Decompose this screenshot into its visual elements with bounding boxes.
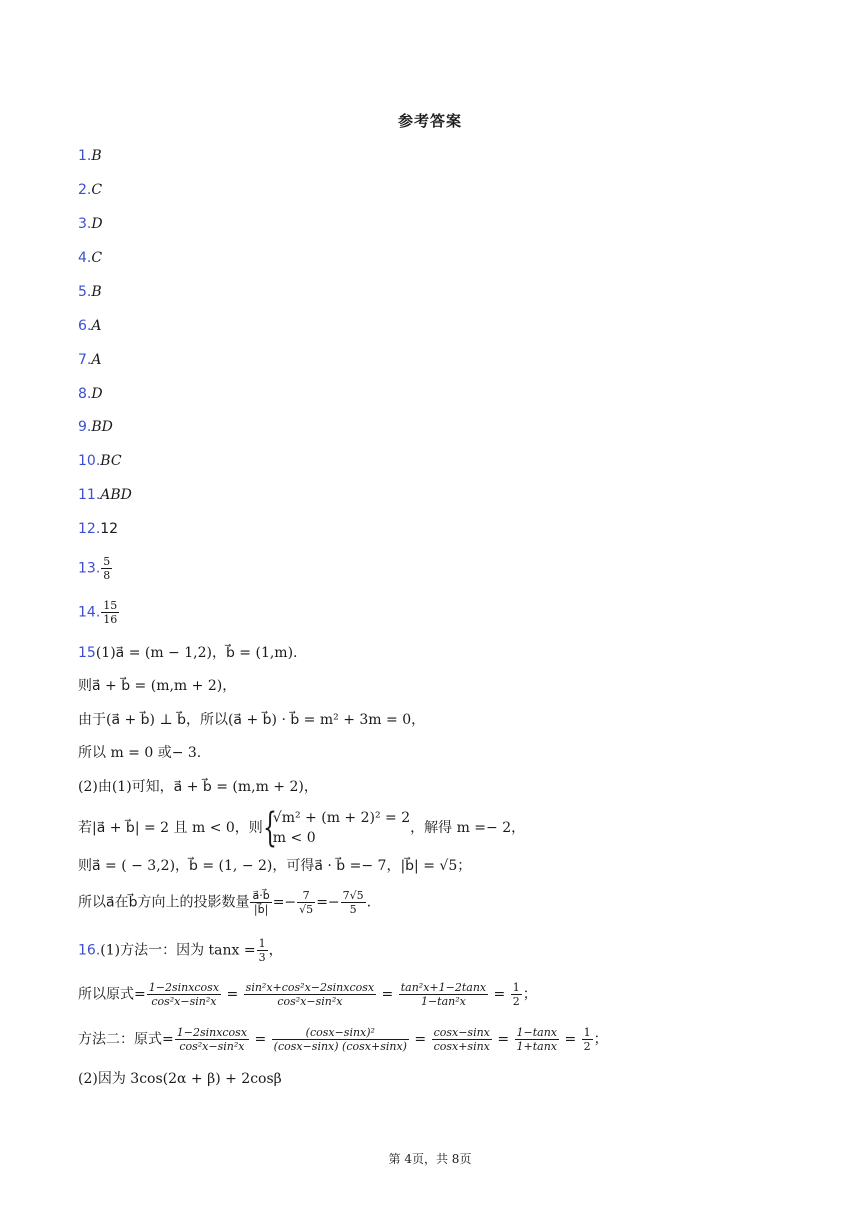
- solution-text: .: [366, 894, 372, 911]
- answer-value: ABD: [100, 487, 132, 503]
- answer-row-1: [78, 145, 102, 167]
- fraction: [515, 1026, 559, 1053]
- answer-row-5: [78, 281, 102, 303]
- solution-16-line-2: 所以原式= $\frac{\text{1−2sinxcosx}}{\text{cos²x−sin²x}}$ = $\frac{\text{sin²x+cos²x−2sinxcosx}}{\text{cos²x−sin²x}}$ = $\frac{\text{tan²x+1−2tanx}}{\text{1−tan²x}}$ = $\frac{1}{2}$ ；: [78, 981, 537, 1008]
- fraction: [101, 599, 119, 626]
- answer-number: 8.: [78, 386, 92, 402]
- numerator: a⃗·b⃗: [252, 889, 270, 902]
- fraction: [582, 1026, 593, 1053]
- answer-number: 7.: [78, 352, 92, 368]
- page-title: 参考答案: [397, 112, 462, 130]
- fraction: [257, 937, 268, 964]
- answer-value: A: [91, 318, 102, 334]
- solution-15-line-8: [78, 889, 371, 916]
- denominator: cos²x−sin²x: [179, 1040, 245, 1053]
- numerator: 1: [512, 981, 520, 994]
- operator: =−: [316, 894, 340, 911]
- solution-text: 若|a⃗ + b⃗| = 2 且 m < 0，则: [78, 820, 263, 836]
- system-line-1: √m² + (m + 2)² = 2: [272, 810, 411, 826]
- denominator: √5: [299, 903, 314, 916]
- solution-15-line-7: [78, 855, 471, 877]
- solution-16-line-4: [78, 1068, 282, 1090]
- answer-row-12: [78, 518, 118, 540]
- numerator: 1: [583, 1026, 591, 1039]
- denominator: |b⃗|: [253, 903, 269, 916]
- answer-number: 1.: [78, 148, 92, 164]
- answer-value: A: [91, 352, 102, 368]
- solution-text: (2)因为 3cos(2α + β) + 2cosβ: [78, 1071, 282, 1087]
- denominator: 3: [258, 951, 266, 964]
- fraction: [250, 889, 271, 916]
- numerator: sin²x+cos²x−2sinxcosx: [245, 981, 375, 994]
- solution-text: 由于(a⃗ + b⃗) ⊥ b⃗，所以(a⃗ + b⃗) · b⃗ = m² + 3m = 0，: [78, 712, 426, 728]
- answer-row-3: [78, 213, 103, 235]
- answer-row-7: [78, 349, 101, 371]
- solution-16-line-1: [78, 937, 283, 964]
- answer-number: 12.: [78, 521, 101, 537]
- numerator: 7: [297, 889, 315, 903]
- solution-15-line-5: [78, 776, 318, 798]
- answer-value: B: [91, 148, 102, 164]
- answer-row-6: [78, 315, 101, 337]
- numerator: 1: [258, 937, 266, 950]
- fraction: [341, 889, 366, 916]
- numerator: 7√5: [342, 889, 364, 902]
- answer-value: C: [91, 182, 103, 198]
- answer-number: 10.: [78, 453, 101, 469]
- answer-value: 12: [100, 521, 119, 537]
- denominator: cosx+sinx: [433, 1040, 490, 1053]
- solution-text: (1)方法一：因为 tanx =: [100, 942, 256, 959]
- answer-number: 9.: [78, 419, 92, 435]
- answer-row-8: [78, 383, 103, 405]
- solution-text: (1)a⃗ = (m − 1,2)，b⃗ = (1,m).: [95, 645, 298, 661]
- denominator: 1−tan²x: [420, 995, 466, 1008]
- solution-text: 所以 m = 0 或− 3.: [78, 745, 202, 761]
- question-number: 16.: [78, 942, 101, 959]
- fraction: [175, 1026, 249, 1053]
- fraction: [101, 555, 112, 582]
- fraction: [399, 981, 488, 1008]
- solution-text: 则a⃗ + b⃗ = (m,m + 2)，: [78, 678, 237, 694]
- answer-number: 4.: [78, 250, 92, 266]
- numerator: 1−2sinxcosx: [176, 1026, 248, 1039]
- answer-value: D: [91, 386, 103, 402]
- answer-value: BD: [91, 419, 113, 435]
- solution-text: 所以原式=: [78, 986, 146, 1003]
- page-footer: 第 4页，共 8页: [388, 1152, 472, 1166]
- denominator: (cosx−sinx) (cosx+sinx): [273, 1040, 407, 1053]
- solution-text: ，解得 m =− 2，: [410, 820, 526, 836]
- solution-text: 方法二：原式=: [78, 1031, 174, 1048]
- solution-15-line-6: [78, 805, 526, 851]
- answer-row-9: [78, 416, 113, 438]
- answer-value: D: [91, 216, 103, 232]
- answer-row-14: [78, 599, 120, 626]
- answer-row-4: [78, 247, 102, 269]
- solution-16-line-3: 方法二：原式= $\frac{\text{1−2sinxcosx}}{\text{cos²x−sin²x}}$ = $\frac{\text{(cosx−sinx)²}}{(\cos x-\sin x) (\cos x+\sin x)}$ = $\frac{\cos x-\sin x}{\cos x+\sin x}$ = $\frac{1-\tan x}{1+\tan x}$ = $\frac{1}{2}$ ；: [78, 1026, 608, 1053]
- solution-text: ；: [593, 1031, 608, 1048]
- denominator: 16: [103, 613, 118, 626]
- solution-15-line-2: [78, 675, 236, 697]
- fraction: [511, 981, 522, 1008]
- numerator: 1−2sinxcosx: [148, 981, 220, 994]
- answer-value: C: [91, 250, 103, 266]
- denominator: 2: [512, 995, 520, 1008]
- denominator: 5: [349, 903, 357, 916]
- numerator: cosx−sinx: [433, 1026, 490, 1039]
- system-line-2: m < 0: [272, 830, 316, 846]
- solution-text: ；: [522, 986, 537, 1003]
- fraction: [147, 981, 221, 1008]
- answer-number: 3.: [78, 216, 92, 232]
- operator: =−: [272, 894, 297, 911]
- numerator: 1−tanx: [516, 1026, 558, 1039]
- solution-15-line-1: [78, 642, 298, 664]
- answer-number: 5.: [78, 284, 92, 300]
- answer-row-2: [78, 179, 102, 201]
- solution-15-line-3: [78, 709, 425, 731]
- solution-15-line-4: [78, 742, 201, 764]
- solution-text: 则a⃗ = ( − 3,2)，b⃗ = (1, − 2)，可得a⃗ · b⃗ =− 7，|b⃗| = √5；: [78, 858, 472, 874]
- answer-number: 14.: [78, 604, 101, 621]
- answer-row-11: [78, 484, 132, 506]
- denominator: cos²x−sin²x: [151, 995, 217, 1008]
- fraction: [272, 1026, 409, 1053]
- answer-value: BC: [100, 453, 122, 469]
- solution-text: (2)由(1)可知，a⃗ + b⃗ = (m,m + 2)，: [78, 779, 318, 795]
- answer-number: 2.: [78, 182, 92, 198]
- denominator: 8: [103, 569, 111, 582]
- numerator: 5: [103, 555, 111, 568]
- brace-glyph: {: [262, 805, 277, 851]
- denominator: cos²x−sin²x: [277, 995, 343, 1008]
- fraction: [432, 1026, 492, 1053]
- fraction: [297, 889, 315, 916]
- question-number: 15: [78, 645, 96, 661]
- fraction: [244, 981, 376, 1008]
- denominator: 2: [583, 1040, 591, 1053]
- answer-row-13: [78, 555, 113, 582]
- numerator: 15: [103, 599, 118, 612]
- solution-text: ，: [268, 942, 283, 959]
- answer-value: B: [91, 284, 102, 300]
- answer-number: 6.: [78, 318, 92, 334]
- equation-system: [262, 805, 411, 851]
- numerator: tan²x+1−2tanx: [400, 981, 487, 994]
- answer-number: 11.: [78, 487, 101, 503]
- answer-number: 13.: [78, 560, 101, 577]
- answer-row-10: [78, 450, 122, 472]
- denominator: 1+tanx: [516, 1040, 558, 1053]
- numerator: (cosx−sinx)²: [272, 1026, 409, 1040]
- solution-text: 所以a⃗在b⃗方向上的投影数量: [78, 894, 250, 911]
